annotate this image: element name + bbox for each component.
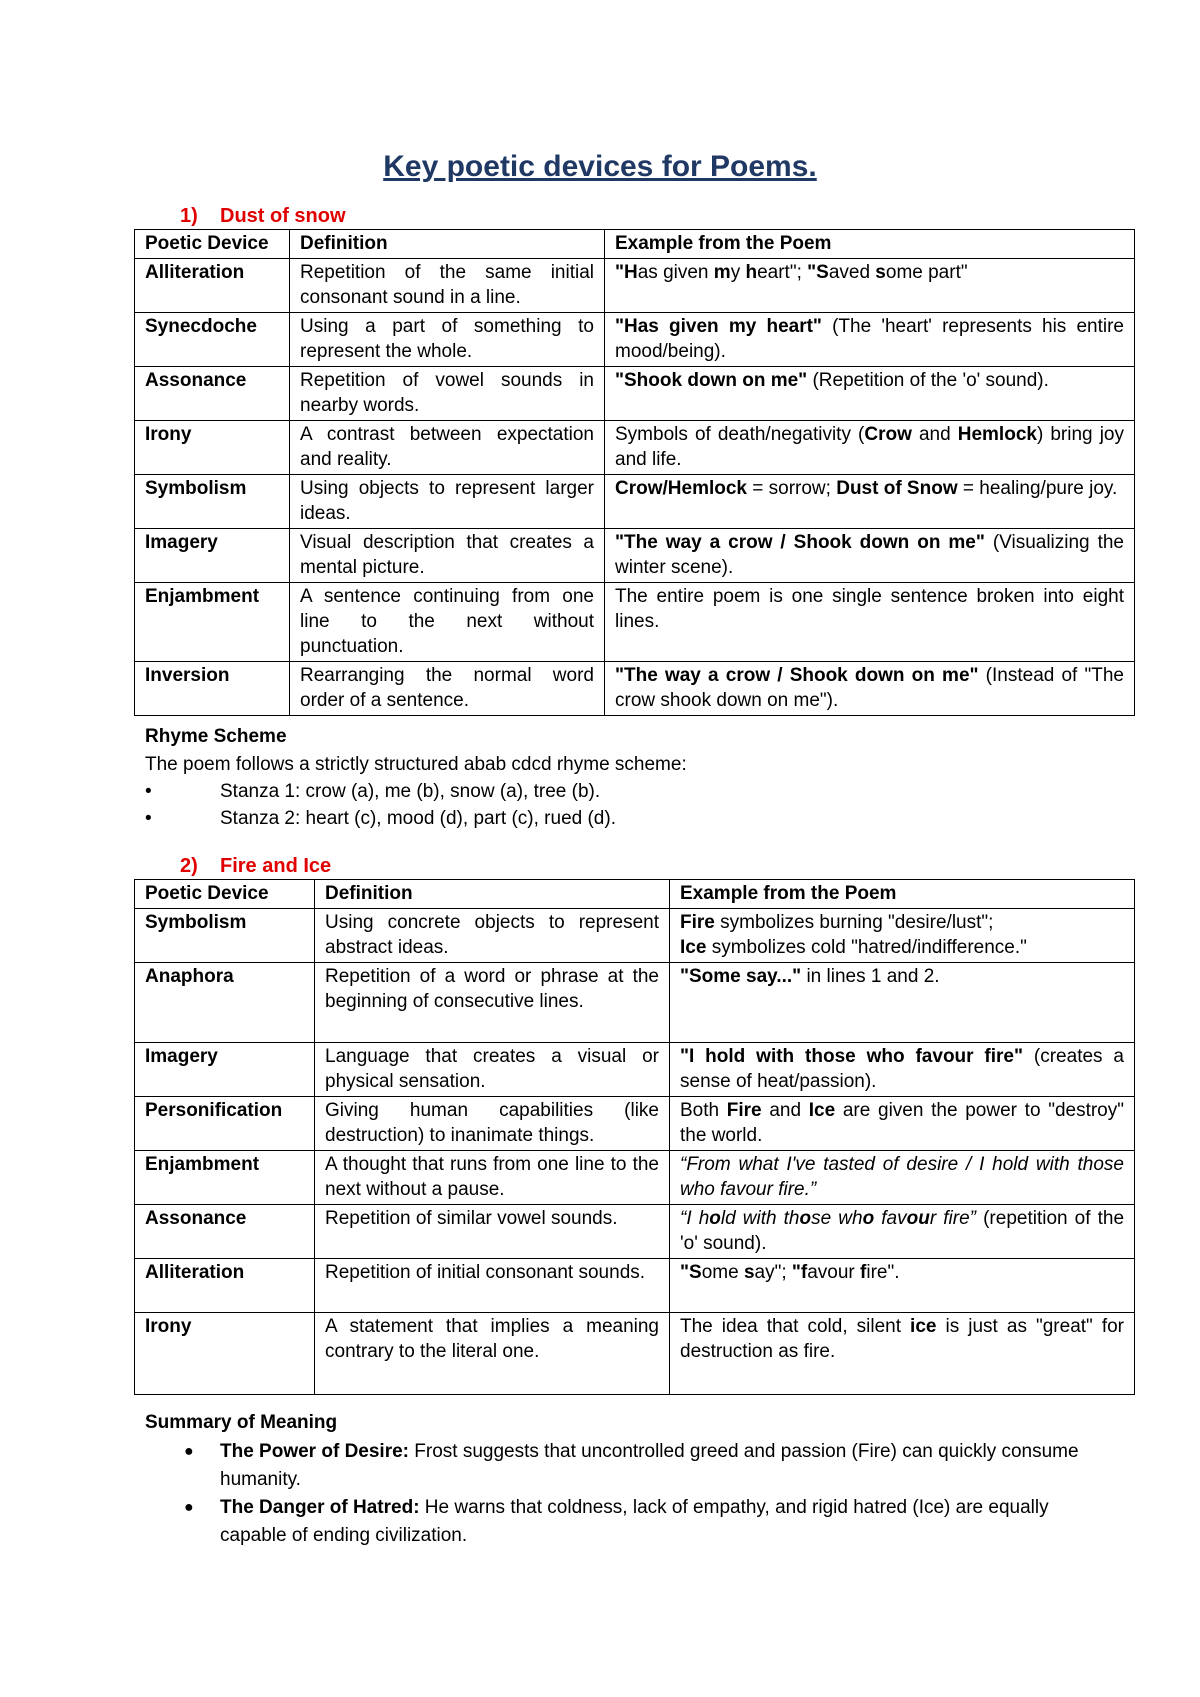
table-row <box>135 1205 1135 1259</box>
example-text: The idea that cold, silent <box>680 1316 911 1337</box>
example-text: o <box>709 1208 721 1229</box>
bullet-icon: • <box>145 781 152 802</box>
example-text: Fire <box>680 912 715 933</box>
page-title: Key poetic devices for Poems. <box>383 150 817 183</box>
example-text: (repetition of the 'o' sound). <box>680 1208 1125 1254</box>
rhyme-bullet <box>145 779 600 805</box>
table-row <box>135 421 1135 475</box>
rhyme-scheme-heading: Rhyme Scheme <box>145 726 287 747</box>
example-text: “I h <box>680 1208 710 1229</box>
example-text: = healing/pure joy. <box>957 478 1118 499</box>
example-text: (Instead of "The crow shook down on me"). <box>615 665 1124 711</box>
device-name-cell: Assonance <box>135 1205 315 1259</box>
example-text: ome <box>701 1262 744 1283</box>
definition-cell: Using objects to represent larger ideas. <box>290 475 605 529</box>
example-cell <box>605 367 1135 421</box>
example-cell <box>605 662 1135 716</box>
example-text: ld with th <box>720 1208 800 1229</box>
example-text: avour <box>807 1262 861 1283</box>
example-text: (Visualizing the winter scene). <box>615 532 1124 578</box>
column-header: Definition <box>290 230 605 259</box>
example-cell <box>605 313 1135 367</box>
bullet-icon: ● <box>184 1499 194 1516</box>
device-name-cell: Imagery <box>135 1043 315 1097</box>
example-text: "S <box>680 1262 702 1283</box>
rhyme-bullet <box>145 806 616 832</box>
section-number: 1) <box>180 205 198 227</box>
table-row <box>135 1097 1135 1151</box>
example-text: Symbols of death/negativity ( <box>615 424 865 445</box>
example-cell <box>605 475 1135 529</box>
example-cell <box>605 421 1135 475</box>
example-text: "Some say..." <box>680 966 802 987</box>
definition-cell: Giving human capabilities (like destruction) to inanimate things. <box>315 1097 670 1151</box>
example-text: Fire <box>726 1100 762 1121</box>
summary-text: He warns that coldness, lack of empathy, and rigid hatred (Ice) are equally capable of ending civilization. <box>220 1497 1049 1546</box>
example-cell <box>670 1043 1135 1097</box>
column-header: Poetic Device <box>135 880 315 909</box>
table-row <box>135 662 1135 716</box>
definition-cell: Repetition of a word or phrase at the beginning of consecutive lines. <box>315 963 670 1043</box>
example-text: fav <box>874 1208 907 1229</box>
example-text: (creates a sense of heat/passion). <box>680 1046 1124 1092</box>
example-text: ire". <box>866 1262 900 1283</box>
example-text: "The way a crow / Shook down on me" <box>615 665 979 686</box>
example-text: The entire poem is one single sentence broken into eight lines. <box>615 586 1124 632</box>
devices-table-fire-and-ice <box>134 879 1135 1395</box>
example-text: ou <box>906 1208 930 1229</box>
example-text: are given the power to "destroy" the world. <box>680 1100 1124 1146</box>
example-text: Ice <box>808 1100 836 1121</box>
example-text: “From what I've tasted of desire / I hold with those who favour fire.” <box>680 1154 1124 1200</box>
device-name-cell: Personification <box>135 1097 315 1151</box>
example-text: symbolizes cold "hatred/indifference." <box>706 937 1027 958</box>
table-row <box>135 1313 1135 1395</box>
example-cell <box>670 963 1135 1043</box>
bullet-icon: ● <box>184 1443 194 1460</box>
definition-cell: A thought that runs from one line to the next without a pause. <box>315 1151 670 1205</box>
definition-cell: Repetition of the same initial consonant sound in a line. <box>290 259 605 313</box>
example-text: as given <box>637 262 714 283</box>
table-row <box>135 259 1135 313</box>
table-row <box>135 909 1135 963</box>
column-header: Example from the Poem <box>670 880 1135 909</box>
definition-cell: Rearranging the normal word order of a sentence. <box>290 662 605 716</box>
example-text: Ice <box>680 937 707 958</box>
section-heading-fire-and-ice <box>180 855 331 878</box>
device-name-cell: Enjambment <box>135 583 290 662</box>
table-row <box>135 529 1135 583</box>
example-text: "Shook down on me" <box>615 370 808 391</box>
example-cell <box>670 1151 1135 1205</box>
example-text: m <box>713 262 731 283</box>
device-name-cell: Irony <box>135 1313 315 1395</box>
example-text: eart"; <box>757 262 808 283</box>
example-text: Dust of Snow <box>836 478 958 499</box>
example-text: (The 'heart' represents his entire mood/being). <box>615 316 1124 362</box>
example-cell <box>670 1097 1135 1151</box>
example-text: s <box>743 1262 755 1283</box>
example-text: aved <box>828 262 876 283</box>
summary-lead: The Power of Desire: <box>220 1441 409 1462</box>
example-text: symbolizes burning "desire/lust"; <box>714 912 994 933</box>
summary-item <box>180 1494 1080 1550</box>
summary-heading: Summary of Meaning <box>145 1412 338 1433</box>
table-row <box>135 475 1135 529</box>
table-row <box>135 1043 1135 1097</box>
example-cell <box>670 909 1135 963</box>
rhyme-scheme-text: The poem follows a strictly structured abab cdcd rhyme scheme: <box>145 754 687 775</box>
definition-cell: A contrast between expectation and reality. <box>290 421 605 475</box>
summary-list <box>180 1438 1080 1550</box>
section-heading-dust-of-snow <box>180 205 346 228</box>
column-header: Poetic Device <box>135 230 290 259</box>
table-row <box>135 963 1135 1043</box>
device-name-cell: Inversion <box>135 662 290 716</box>
example-text: ome part" <box>885 262 968 283</box>
section-number: 2) <box>180 855 198 877</box>
device-name-cell: Anaphora <box>135 963 315 1043</box>
example-text: Hemlock <box>957 424 1037 445</box>
device-name-cell: Imagery <box>135 529 290 583</box>
table-header-row <box>135 230 1135 259</box>
example-text: Crow <box>864 424 912 445</box>
example-text: and <box>911 424 958 445</box>
bullet-icon: • <box>145 808 152 829</box>
table-row <box>135 313 1135 367</box>
example-text: ) bring joy and life. <box>615 424 1124 470</box>
example-text: ice <box>910 1316 937 1337</box>
device-name-cell: Irony <box>135 421 290 475</box>
example-cell <box>670 1205 1135 1259</box>
section-title: Dust of snow <box>220 205 346 227</box>
example-text: h <box>745 262 758 283</box>
example-cell <box>605 583 1135 662</box>
table-row <box>135 1259 1135 1313</box>
column-header: Definition <box>315 880 670 909</box>
example-text: in lines 1 and 2. <box>801 966 940 987</box>
example-text: f <box>860 1262 867 1283</box>
definition-cell: Using concrete objects to represent abstract ideas. <box>315 909 670 963</box>
definition-cell: Repetition of vowel sounds in nearby words. <box>290 367 605 421</box>
example-text: "H <box>615 262 638 283</box>
definition-cell: Using a part of something to represent the whole. <box>290 313 605 367</box>
example-text: o <box>862 1208 875 1229</box>
rhyme-bullet-text: Stanza 1: crow (a), me (b), snow (a), tree (b). <box>220 781 601 802</box>
summary-item <box>180 1438 1080 1494</box>
table-row <box>135 367 1135 421</box>
example-cell <box>605 259 1135 313</box>
example-text: "S <box>807 262 829 283</box>
table-row <box>135 583 1135 662</box>
definition-cell: Visual description that creates a mental picture. <box>290 529 605 583</box>
example-text: ay"; <box>754 1262 792 1283</box>
definition-cell: Repetition of similar vowel sounds. <box>315 1205 670 1259</box>
summary-text: Frost suggests that uncontrolled greed and passion (Fire) can quickly consume humanity. <box>220 1441 1079 1490</box>
device-name-cell: Symbolism <box>135 909 315 963</box>
summary-lead: The Danger of Hatred: <box>220 1497 420 1518</box>
table-row <box>135 1151 1135 1205</box>
definition-cell: Repetition of initial consonant sounds. <box>315 1259 670 1313</box>
example-text: se wh <box>811 1208 863 1229</box>
example-text: "f <box>791 1262 808 1283</box>
device-name-cell: Symbolism <box>135 475 290 529</box>
definition-cell: Language that creates a visual or physical sensation. <box>315 1043 670 1097</box>
example-cell <box>605 529 1135 583</box>
example-text: "The way a crow / Shook down on me" <box>615 532 985 553</box>
definition-cell: A statement that implies a meaning contrary to the literal one. <box>315 1313 670 1395</box>
example-text: is just as "great" for destruction as fire. <box>680 1316 1124 1362</box>
column-header: Example from the Poem <box>605 230 1135 259</box>
device-name-cell: Alliteration <box>135 1259 315 1313</box>
example-text: = sorrow; <box>746 478 837 499</box>
device-name-cell: Enjambment <box>135 1151 315 1205</box>
example-text: y <box>730 262 746 283</box>
device-name-cell: Assonance <box>135 367 290 421</box>
table-header-row <box>135 880 1135 909</box>
device-name-cell: Alliteration <box>135 259 290 313</box>
example-text: (Repetition of the 'o' sound). <box>807 370 1049 391</box>
example-text: r fire” <box>929 1208 976 1229</box>
devices-table-dust-of-snow <box>134 229 1135 716</box>
example-text: Crow/Hemlock <box>615 478 747 499</box>
example-text: and <box>761 1100 809 1121</box>
example-text: "Has given my heart" <box>615 316 822 337</box>
device-name-cell: Synecdoche <box>135 313 290 367</box>
definition-cell: A sentence continuing from one line to the next without punctuation. <box>290 583 605 662</box>
example-text: Both <box>680 1100 727 1121</box>
example-text: "I hold with those who favour fire" <box>680 1046 1024 1067</box>
example-cell <box>670 1313 1135 1395</box>
example-cell <box>670 1259 1135 1313</box>
example-text: o <box>799 1208 812 1229</box>
section-title: Fire and Ice <box>220 855 332 877</box>
example-text: s <box>875 262 886 283</box>
rhyme-bullet-text: Stanza 2: heart (c), mood (d), part (c), rued (d). <box>220 808 616 829</box>
